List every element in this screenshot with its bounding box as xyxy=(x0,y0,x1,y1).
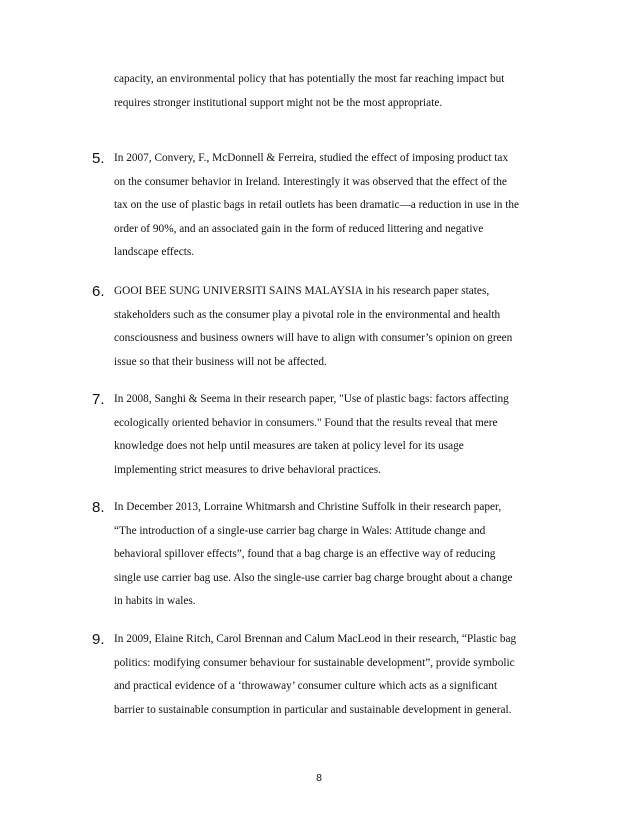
text-line: In 2008, Sanghi & Seema in their research paper, "Use of plastic bags: factors affecting xyxy=(114,393,509,405)
text-line: barrier to sustainable consumption in particular and sustainable development in general. xyxy=(114,703,512,716)
text-line: tax on the use of plastic bags in retail outlets has been dramatic—a reduction in use in the xyxy=(114,199,519,212)
list-number: 5. xyxy=(92,150,105,167)
text-line: In December 2013, Lorraine Whitmarsh and Christine Suffolk in their research paper, xyxy=(114,501,502,513)
list-number: 6. xyxy=(92,283,105,300)
text-line: In 2007, Convery, F., McDonnell & Ferreira, studied the effect of imposing product tax xyxy=(114,152,509,164)
list-number: 8. xyxy=(92,499,105,516)
list-item-paragraph xyxy=(114,496,584,614)
text-line: single use carrier bag use. Also the single-use carrier bag charge brought about a change xyxy=(114,571,513,584)
text-line: In 2009, Elaine Ritch, Carol Brennan and Calum MacLeod in their research, “Plastic bag xyxy=(114,633,517,645)
text-line: in habits in wales. xyxy=(114,595,196,608)
text-line: stakeholders such as the consumer play a pivotal role in the environmental and health xyxy=(114,308,501,321)
text-line: and practical evidence of a ‘throwaway’ consumer culture which acts as a significant xyxy=(114,680,498,693)
text-line: implementing strict measures to drive behavioral practices. xyxy=(114,463,381,476)
text-line: “The introduction of a single-use carrier bag charge in Wales: Attitude change and xyxy=(114,524,486,537)
text-line: GOOI BEE SUNG UNIVERSITI SAINS MALAYSIA in his research paper states, xyxy=(114,285,490,297)
text-line: behavioral spillover effects”, found that a bag charge is an effective way of reducing xyxy=(114,548,496,561)
text-line: consciousness and business owners will have to align with consumer’s opinion on green xyxy=(114,332,513,345)
text-line: capacity, an environmental policy that has potentially the most far reaching impact but xyxy=(114,73,505,85)
list-item-paragraph xyxy=(114,388,584,482)
continuation-paragraph xyxy=(114,68,584,115)
text-line: requires stronger institutional support might not be the most appropriate. xyxy=(114,96,443,109)
list-item-paragraph xyxy=(114,628,584,722)
text-line: order of 90%, and an associated gain in the form of reduced littering and negative xyxy=(114,222,484,235)
text-line: issue so that their business will not be affected. xyxy=(114,355,327,368)
list-item-paragraph xyxy=(114,147,584,265)
list-item-paragraph xyxy=(114,280,584,374)
text-line: ecologically oriented behavior in consumers." Found that the results reveal that mere xyxy=(114,416,498,429)
text-line: politics: modifying consumer behaviour for sustainable development”, provide symbolic xyxy=(114,656,515,669)
text-line: knowledge does not help until measures are taken at policy level for its usage xyxy=(114,440,464,453)
list-number: 7. xyxy=(92,391,105,408)
list-number: 9. xyxy=(92,631,105,648)
text-line: landscape effects. xyxy=(114,246,195,259)
page-number: 8 xyxy=(316,772,322,784)
text-line: on the consumer behavior in Ireland. Interestingly it was observed that the effect of the xyxy=(114,175,507,188)
